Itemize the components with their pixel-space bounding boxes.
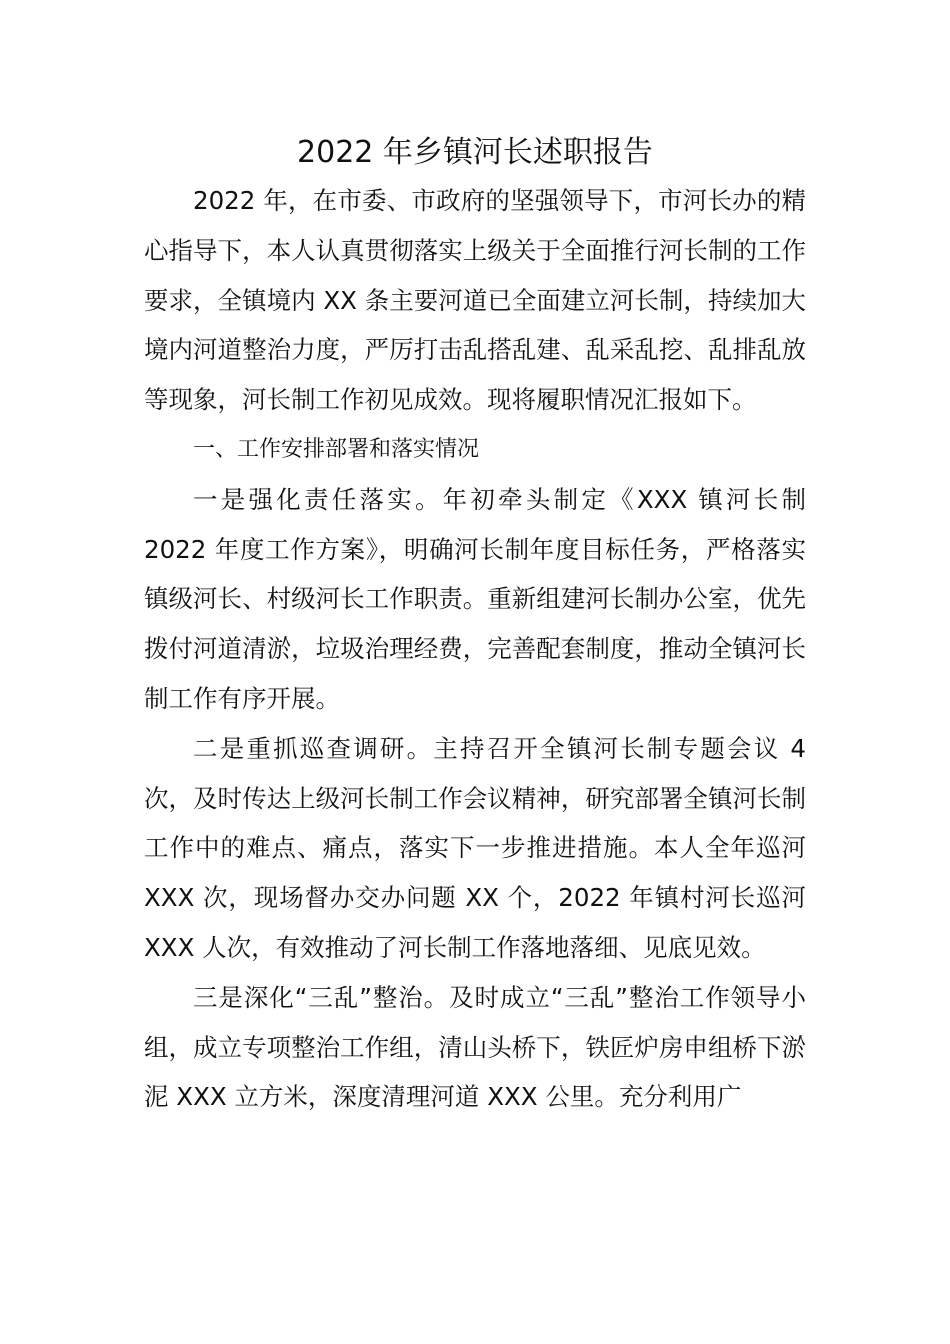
intro-paragraph: 2022 年，在市委、市政府的坚强领导下，市河长办的精心指导下，本人认真贯彻落实上级关于全面推行河长制的工作要求，全镇境内 XX 条主要河道已全面建立河长制，持续加大境内河道整治力度，严厉打击乱搭乱建、乱采乱挖、乱排乱放等现象，河长制工作初见成效。现将履职情况汇报如下。	[144, 186, 806, 415]
paragraph-responsibility: 一是强化责任落实。年初牵头制定《XXX 镇河长制 2022 年度工作方案》，明确河长制年度目标任务，严格落实镇级河长、村级河长工作职责。重新组建河长制办公室，优先拨付河道清淤，垃圾治理经费，完善配套制度，推动全镇河长制工作有序开展。	[144, 484, 806, 713]
section-heading-1: 一、工作安排部署和落实情况	[193, 436, 480, 462]
document-body	[144, 176, 806, 1122]
document-title: 2022 年乡镇河长述职报告	[297, 135, 653, 170]
paragraph-inspection: 二是重抓巡查调研。主持召开全镇河长制专题会议 4 次，及时传达上级河长制工作会议精神，研究部署全镇河长制工作中的难点、痛点，落实下一步推进措施。本人全年巡河 XXX 次，现场督办交办问题 XX 个，2022 年镇村河长巡河 XXX 人次，有效推动了河长制工作落地落细、见底见效。	[144, 733, 806, 962]
paragraph-three-chaos: 三是深化“三乱”整治。及时成立“三乱”整治工作领导小组，成立专项整治工作组，清山头桥下，铁匠炉房申组桥下淤泥 XXX 立方米，深度清理河道 XXX 公里。充分利用广	[144, 982, 806, 1112]
